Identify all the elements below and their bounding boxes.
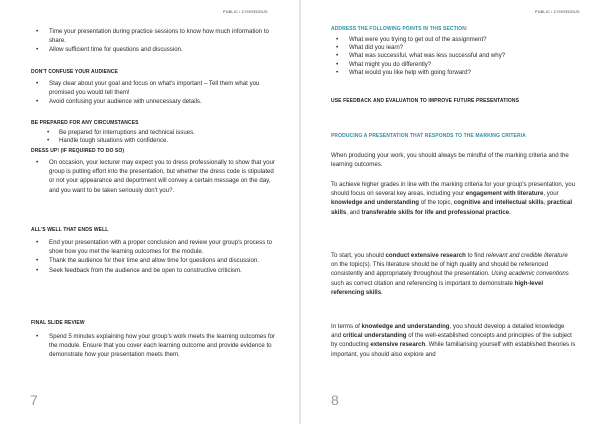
section-heading: DON'T CONFUSE YOUR AUDIENCE — [31, 69, 118, 75]
emphasis: extensive research — [370, 341, 426, 349]
list-item: • On occasion, your lecturer may expect you to dress professionally to show that your group is putting effort into the presentation, but whether the dress code is stipulated or not your appearance and deportment will convey a certain message on the day, and you want to be taken seriously don't you?. — [31, 158, 277, 195]
section-heading: USE FEEDBACK AND EVALUATION TO IMPROVE FUTURE PRESENTATIONS — [331, 98, 520, 104]
list-item: • Allow sufficient time for questions and discussion. — [31, 45, 277, 54]
section-heading: FINAL SLIDE REVIEW — [31, 320, 85, 326]
page-number: 7 — [30, 392, 38, 408]
section-heading: PRODUCING A PRESENTATION THAT RESPONDS TO THE MARKING CRITERIA — [331, 133, 526, 139]
list-item: • What were you trying to get out of the assignment? — [331, 36, 576, 44]
list-item: • Time your presentation during practice sessions to know how much information to share. — [31, 27, 277, 45]
bullet-list — [31, 332, 277, 360]
bullet-list — [31, 79, 277, 107]
page-header: PUBLIC / CYHOEDDUS — [535, 10, 580, 14]
paragraph: In terms of knowledge and understanding, you should develop a detailed knowledge and critical understanding of the well-established concepts and principles of the subject by conducting extensive research. While familiarising yourself with established theories is important, you should also explore and — [331, 323, 576, 358]
bullet-list — [331, 36, 576, 77]
emphasis: relevant and credible literature — [485, 252, 568, 259]
list-item: • What was successful, what was less successful and why? — [331, 52, 576, 60]
bullet-list — [31, 158, 277, 195]
emphasis: knowledge and understanding — [331, 199, 420, 207]
list-item: • Be prepared for interruptions and technical issues. — [31, 129, 277, 137]
list-item: • What might you do differently? — [331, 61, 576, 69]
paragraph: When producing your work, you should always be mindful of the marking criteria and the learning outcomes. — [331, 152, 569, 169]
paragraph: To achieve higher grades in line with the marking criteria for your group's presentation, you should focus on several key areas, including your engagement with literature, your knowledge and understanding of the topic, cognitive and intellectual skills, practical skills, and transferable skills for life and professional practice. — [331, 181, 576, 216]
page-number: 8 — [331, 392, 339, 408]
page-header: PUBLIC / CYHOEDDUS — [223, 10, 268, 14]
emphasis: cognitive and intellectual skills — [453, 199, 544, 207]
intro-list — [31, 27, 277, 55]
list-item: • Seek feedback from the audience and be open to constructive criticism. — [31, 266, 277, 275]
list-item: • Avoid confusing your audience with unnecessary details. — [31, 97, 277, 106]
section-heading: ADDRESS THE FOLLOWING POINTS IN THIS SECTION: — [331, 26, 468, 32]
section-heading: DRESS UP! (IF REQUIRED TO DO SO) — [31, 148, 125, 154]
list-item: • What would you like help with going forward? — [331, 69, 576, 77]
page-7 — [0, 0, 299, 424]
emphasis: Using academic conventions — [491, 270, 569, 278]
list-item: • Stay clear about your goal and focus on what's important – Tell them what you promised you would tell them! — [31, 79, 277, 97]
emphasis: transferable skills for life and professional practice — [361, 208, 510, 216]
emphasis: engagement with literature — [465, 190, 544, 198]
list-item: • End your presentation with a proper conclusion and review your group's process to show how you met the learning outcomes for the module. — [31, 238, 277, 256]
section-heading: BE PREPARED FOR ANY CIRCUMSTANCES — [31, 120, 139, 126]
bullet-list — [31, 238, 277, 275]
emphasis: practical skills — [331, 199, 573, 216]
paragraph: To start, you should conduct extensive research to find relevant and credible literature on the topic(s). This literature should be of high quality and should be referenced consistently and appropriately throughout the presentation. Using academic conventions such as correct citation and referencing is important to demonstrate high-level referencing skills. — [331, 252, 569, 296]
section-heading: ALL'S WELL THAT ENDS WELL — [31, 227, 109, 233]
list-item: • Spend 5 minutes explaining how your group's work meets the learning outcomes for the module. Ensure that you cover each learning outcome and provide evidence to demonstrate how your presentation meets them. — [31, 332, 277, 360]
emphasis: critical understanding — [342, 332, 407, 340]
bullet-list — [31, 129, 277, 145]
list-item: • Handle tough situations with confidence. — [31, 137, 277, 145]
list-item: • What did you learn? — [331, 44, 576, 52]
list-item: • Thank the audience for their time and allow time for questions and discussion. — [31, 256, 277, 265]
emphasis: conduct extensive research — [385, 252, 466, 259]
page-8 — [301, 0, 600, 424]
emphasis: knowledge and understanding — [361, 323, 450, 330]
emphasis: high-level referencing skills — [331, 279, 544, 296]
